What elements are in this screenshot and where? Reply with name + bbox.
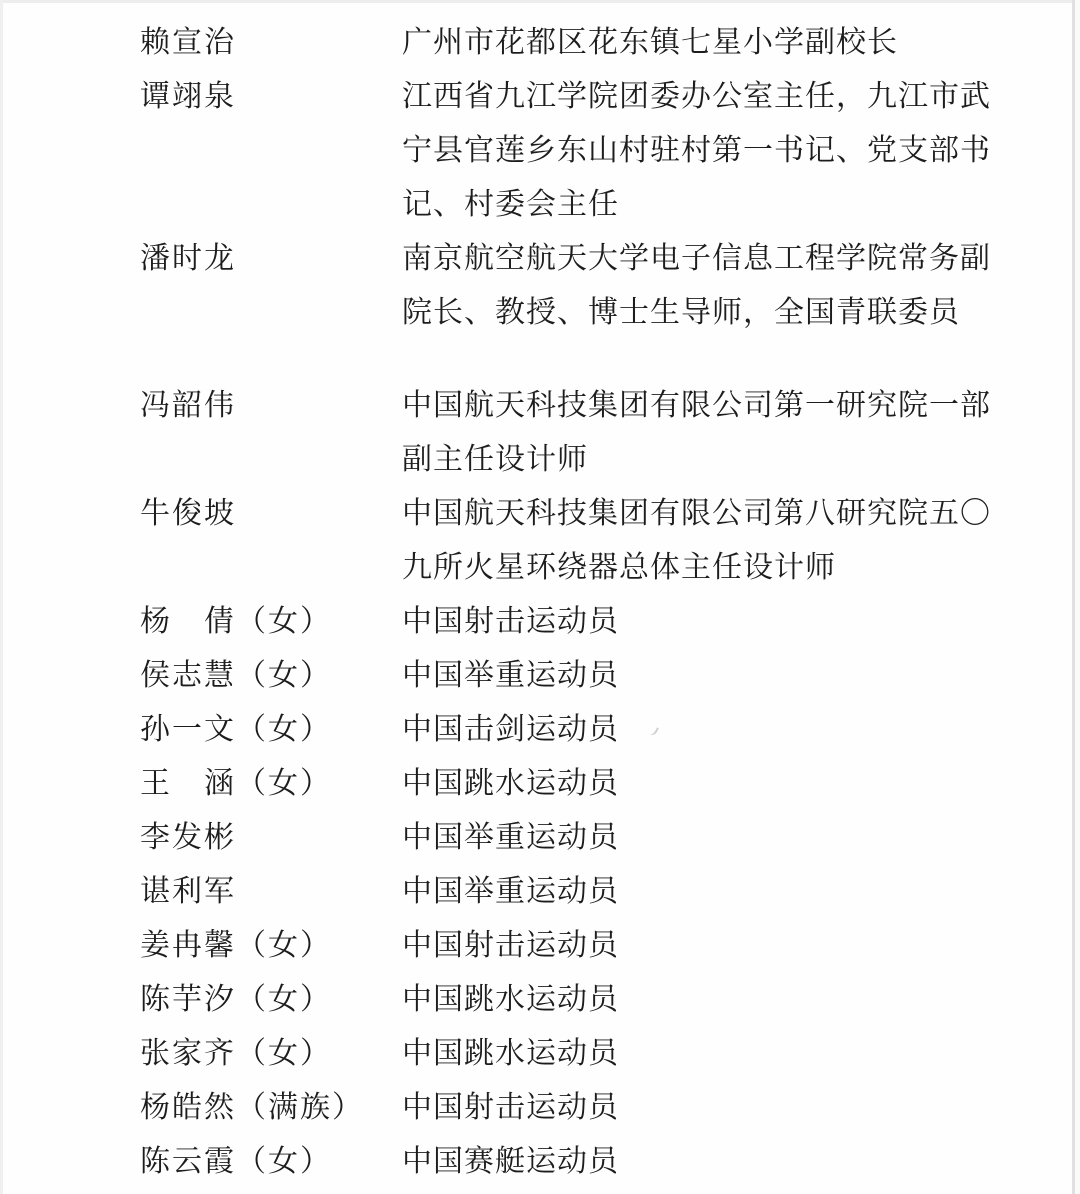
person-title-line: 中国航天科技集团有限公司第一研究院一部 (402, 389, 991, 422)
person-name: 陈云霞（女） (140, 1145, 332, 1178)
person-name: 陈芋汐（女） (140, 983, 332, 1016)
page-edge-left (0, 0, 3, 1194)
person-name: 侯志慧（女） (140, 659, 332, 692)
person-title (402, 16, 1040, 70)
person-title-line: 中国射击运动员 (402, 1091, 619, 1124)
person-title (402, 1027, 1040, 1081)
page-edge-top (0, 0, 1080, 3)
roster-entry (140, 70, 1040, 232)
person-title (402, 919, 1040, 973)
person-title-line: 副主任设计师 (402, 443, 588, 476)
person-name: 谌利军 (140, 875, 236, 908)
person-title (402, 70, 1040, 232)
roster-entry (140, 1135, 1040, 1189)
roster-entry (140, 379, 1040, 487)
person-title-line: 江西省九江学院团委办公室主任，九江市武 (402, 80, 991, 113)
person-title-line: 中国举重运动员 (402, 659, 619, 692)
roster-entry (140, 16, 1040, 70)
roster-entry (140, 1027, 1040, 1081)
person-title-line: 南京航空航天大学电子信息工程学院常务副 (402, 242, 991, 275)
person-title-line: 中国跳水运动员 (402, 983, 619, 1016)
person-title-line: 中国射击运动员 (402, 605, 619, 638)
person-title (402, 703, 1040, 757)
person-title (402, 379, 1040, 487)
roster-entry (140, 1081, 1040, 1135)
person-title-line: 中国跳水运动员 (402, 1037, 619, 1070)
person-name: 潘时龙 (140, 242, 236, 275)
person-name: 姜冉馨（女） (140, 929, 332, 962)
person-name: 孙一文（女） (140, 713, 332, 746)
roster-entry (140, 649, 1040, 703)
person-title-line: 记、村委会主任 (402, 188, 619, 221)
person-title (402, 232, 1040, 340)
person-title (402, 595, 1040, 649)
person-title-line: 中国跳水运动员 (402, 767, 619, 800)
person-title (402, 973, 1040, 1027)
person-title-line: 九所火星环绕器总体主任设计师 (402, 551, 836, 584)
person-title (402, 865, 1040, 919)
person-name: 冯韶伟 (140, 389, 236, 422)
person-name: 张家齐（女） (140, 1037, 332, 1070)
person-title-line: 中国举重运动员 (402, 875, 619, 908)
person-title (402, 811, 1040, 865)
person-name: 王 涵（女） (140, 767, 332, 800)
roster-entry (140, 865, 1040, 919)
person-title-line: 中国赛艇运动员 (402, 1145, 619, 1178)
person-title (402, 1135, 1040, 1189)
person-title (402, 757, 1040, 811)
person-title (402, 487, 1040, 595)
person-title-line: 中国举重运动员 (402, 821, 619, 854)
roster-entry (140, 811, 1040, 865)
person-title-line: 院长、教授、博士生导师，全国青联委员 (402, 296, 960, 329)
person-name: 杨 倩（女） (140, 605, 332, 638)
person-name: 杨皓然（满族） (140, 1091, 364, 1124)
person-title (402, 1081, 1040, 1135)
person-name: 赖宣治 (140, 26, 236, 59)
roster-entry (140, 919, 1040, 973)
person-name: 牛俊坡 (140, 497, 236, 530)
person-name: 谭翊泉 (140, 80, 236, 113)
roster-entry (140, 595, 1040, 649)
roster-entry (140, 757, 1040, 811)
page-edge-right-margin (1075, 0, 1080, 1194)
person-title-line: 中国击剑运动员 (402, 713, 619, 746)
person-title-line: 宁县官莲乡东山村驻村第一书记、党支部书 (402, 134, 991, 167)
roster-entry (140, 487, 1040, 595)
person-title-line: 中国航天科技集团有限公司第八研究院五〇 (402, 497, 991, 530)
person-name: 李发彬 (140, 821, 236, 854)
roster-entry (140, 232, 1040, 340)
person-title (402, 649, 1040, 703)
person-title-line: 中国射击运动员 (402, 929, 619, 962)
roster-entry (140, 703, 1040, 757)
roster-entry (140, 973, 1040, 1027)
name-roster (140, 16, 1040, 1189)
page-edge-right (1072, 0, 1075, 1194)
person-title-line: 广州市花都区花东镇七星小学副校长 (402, 26, 898, 59)
